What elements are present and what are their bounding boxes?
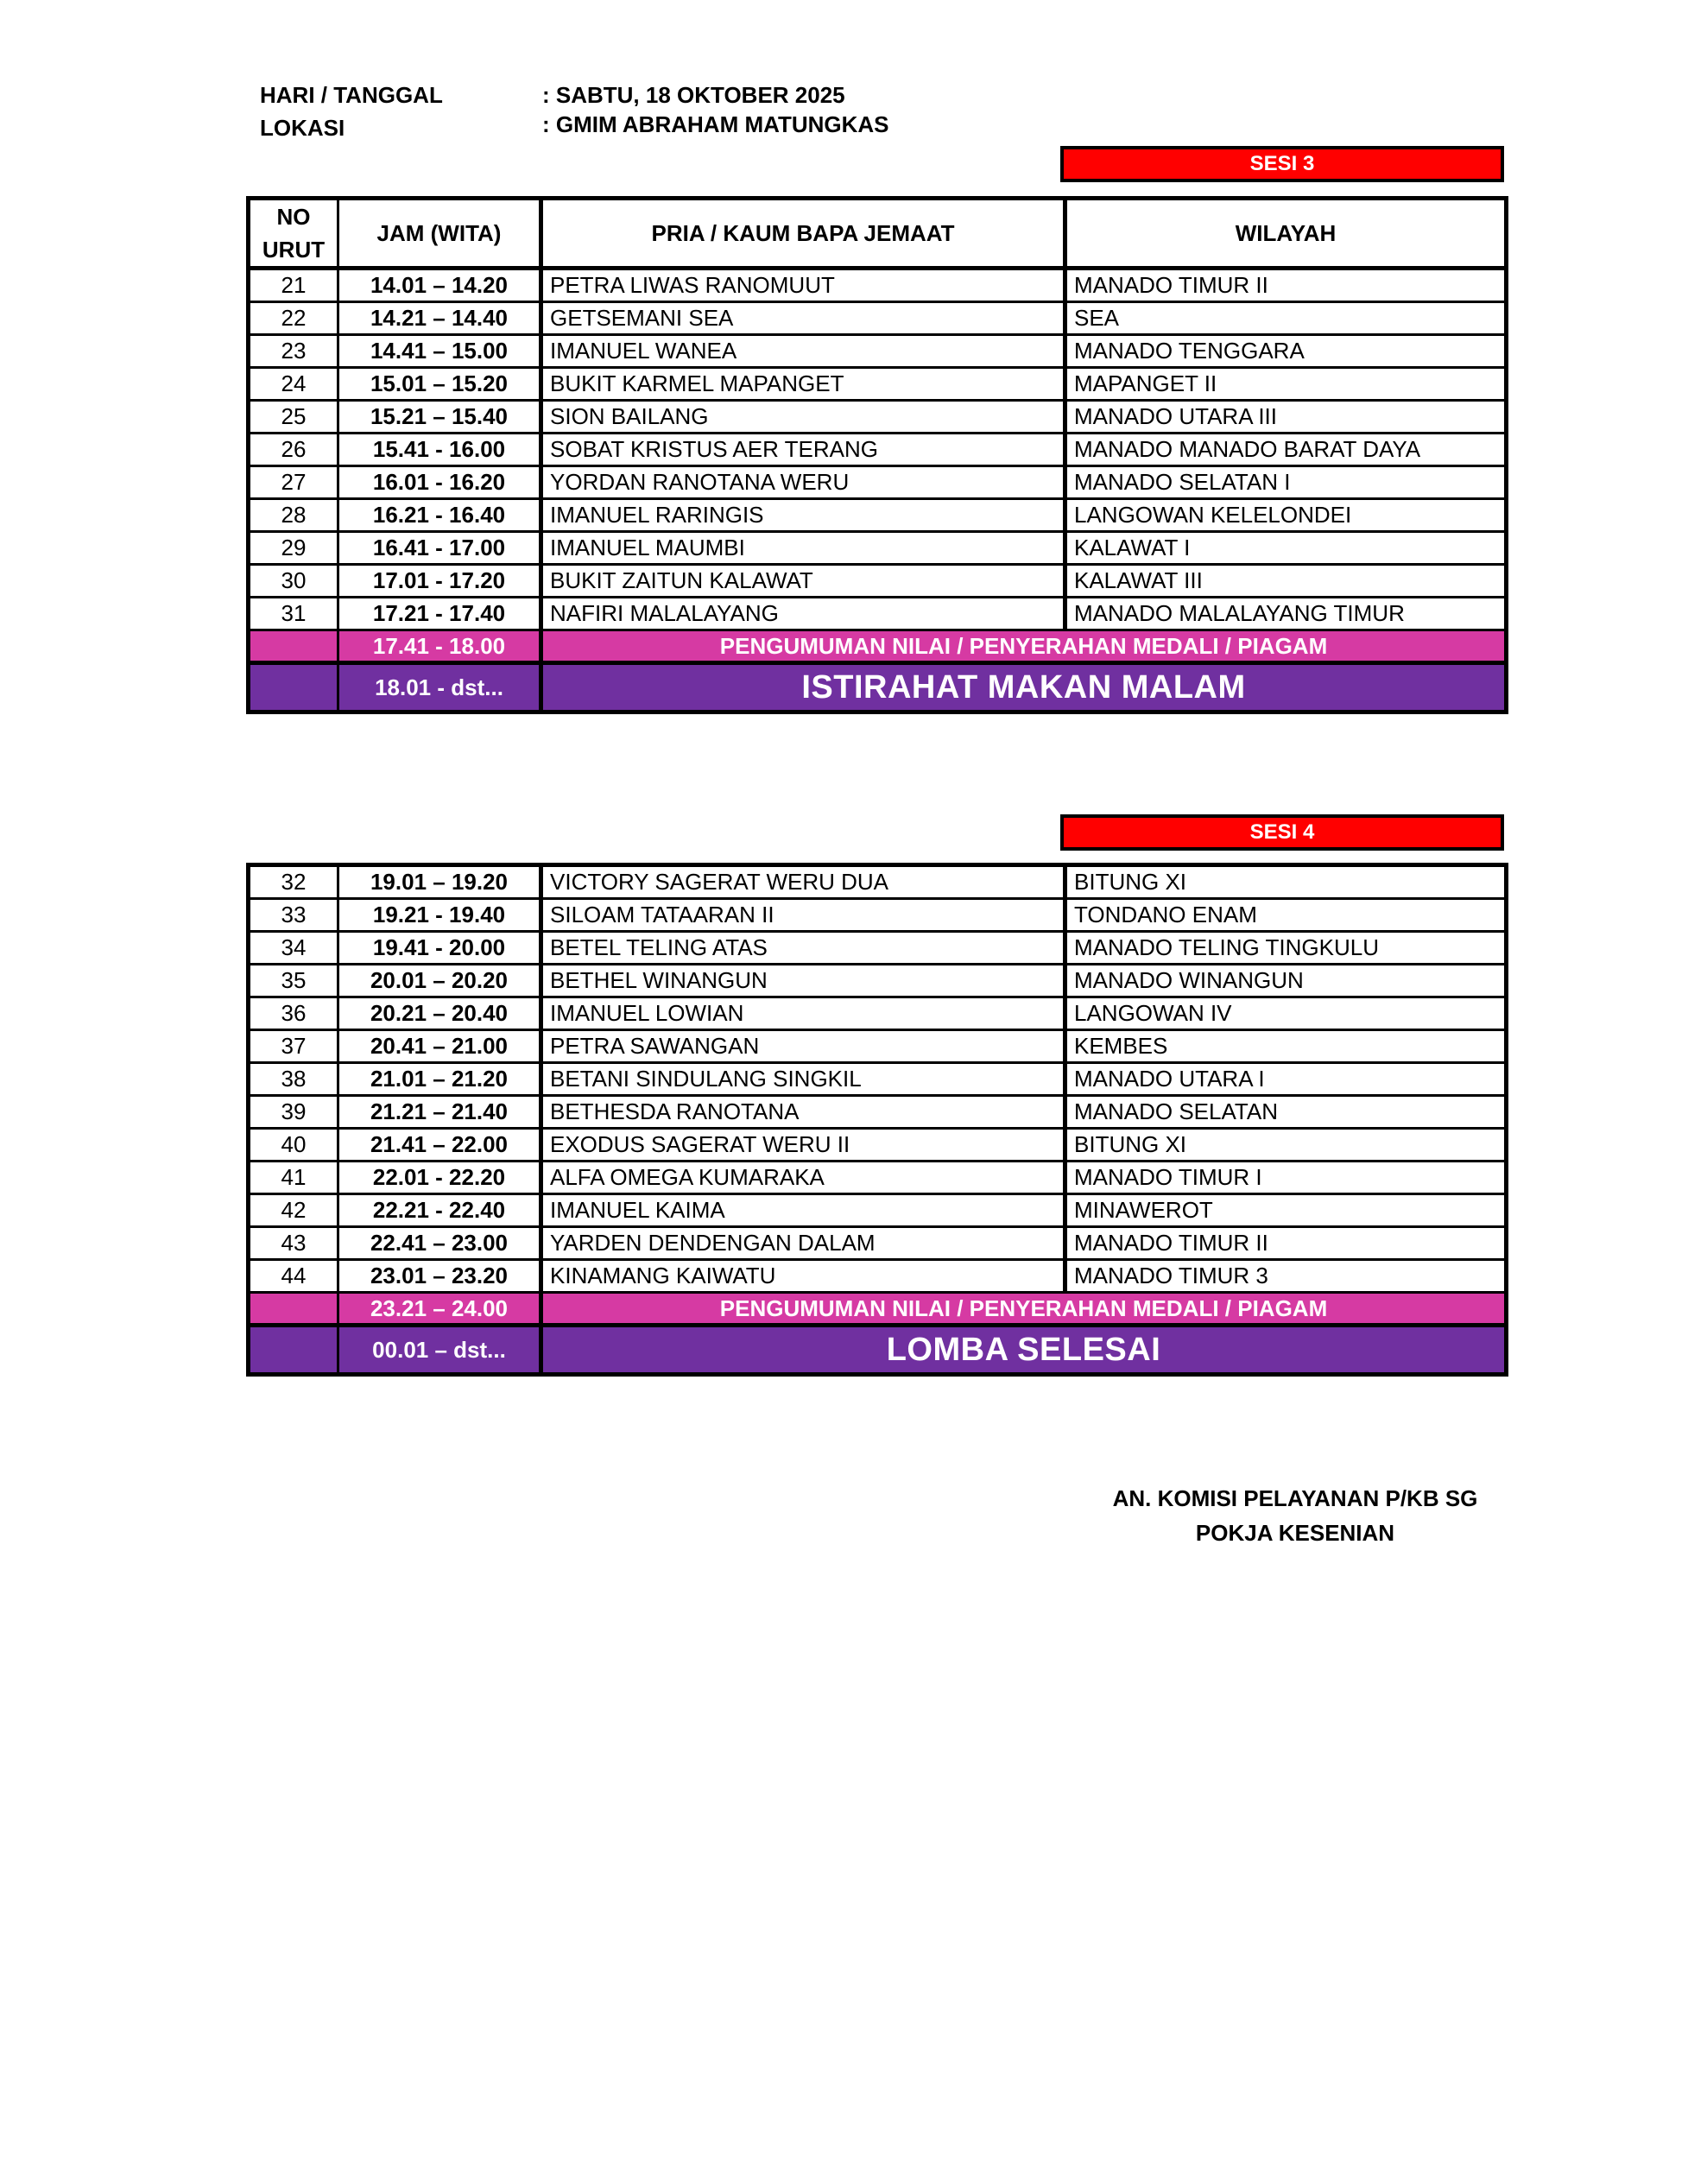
row-time: 15.21 – 15.40: [338, 401, 541, 434]
session-3-label: SESI 3: [1060, 146, 1504, 182]
session-4-body: [249, 865, 1507, 1293]
row-number: 31: [249, 598, 338, 630]
row-region: TONDANO ENAM: [1065, 899, 1507, 932]
row-congregation: IMANUEL KAIMA: [541, 1194, 1065, 1227]
row-number: 30: [249, 565, 338, 598]
signature-line-2: POKJA KESENIAN: [1195, 1520, 1395, 1546]
row-number: 25: [249, 401, 338, 434]
row-region: MANADO TIMUR 3: [1065, 1260, 1507, 1293]
row-number: 39: [249, 1096, 338, 1129]
row-congregation: IMANUEL LOWIAN: [541, 997, 1065, 1030]
day-label: HARI / TANGGAL: [260, 82, 443, 108]
row-number: 35: [249, 965, 338, 997]
session-3-body: [249, 269, 1507, 630]
row-time: 17.01 - 17.20: [338, 565, 541, 598]
closing-row: [249, 1326, 1507, 1375]
row-congregation: GETSEMANI SEA: [541, 302, 1065, 335]
row-number: 27: [249, 466, 338, 499]
table-row: [249, 965, 1507, 997]
row-congregation: IMANUEL WANEA: [541, 335, 1065, 368]
row-time: 19.41 - 20.00: [338, 932, 541, 965]
announcement-time: 23.21 – 24.00: [338, 1293, 541, 1326]
row-number: 37: [249, 1030, 338, 1063]
row-number: 24: [249, 368, 338, 401]
row-congregation: BETANI SINDULANG SINGKIL: [541, 1063, 1065, 1096]
row-congregation: PETRA SAWANGAN: [541, 1030, 1065, 1063]
row-region: BITUNG XI: [1065, 865, 1507, 899]
row-time: 19.01 – 19.20: [338, 865, 541, 899]
table-row: [249, 1063, 1507, 1096]
table-row: [249, 466, 1507, 499]
session-4-label: SESI 4: [1060, 814, 1504, 851]
row-congregation: BETHEL WINANGUN: [541, 965, 1065, 997]
row-congregation: SOBAT KRISTUS AER TERANG: [541, 434, 1065, 466]
row-region: MANADO UTARA III: [1065, 401, 1507, 434]
row-number: 43: [249, 1227, 338, 1260]
announcement-row: [249, 1293, 1507, 1326]
row-congregation: BUKIT ZAITUN KALAWAT: [541, 565, 1065, 598]
row-region: SEA: [1065, 302, 1507, 335]
row-region: KALAWAT I: [1065, 532, 1507, 565]
row-time: 21.41 – 22.00: [338, 1129, 541, 1162]
row-number: 42: [249, 1194, 338, 1227]
closing-time: 18.01 - dst...: [338, 663, 541, 712]
announcement-row: [249, 630, 1507, 663]
table-row: [249, 1030, 1507, 1063]
row-time: 20.21 – 20.40: [338, 997, 541, 1030]
row-number: 32: [249, 865, 338, 899]
row-number: 40: [249, 1129, 338, 1162]
row-region: MANADO SELATAN: [1065, 1096, 1507, 1129]
row-time: 22.01 - 22.20: [338, 1162, 541, 1194]
row-congregation: BETHESDA RANOTANA: [541, 1096, 1065, 1129]
closing-text: ISTIRAHAT MAKAN MALAM: [541, 663, 1507, 712]
announcement-no: [249, 1293, 338, 1326]
row-congregation: BUKIT KARMEL MAPANGET: [541, 368, 1065, 401]
row-number: 41: [249, 1162, 338, 1194]
table-header-row: [249, 199, 1507, 269]
row-congregation: VICTORY SAGERAT WERU DUA: [541, 865, 1065, 899]
row-region: MANADO TIMUR II: [1065, 1227, 1507, 1260]
row-time: 14.41 – 15.00: [338, 335, 541, 368]
row-region: LANGOWAN IV: [1065, 997, 1507, 1030]
row-time: 21.01 – 21.20: [338, 1063, 541, 1096]
table-row: [249, 932, 1507, 965]
table-row: [249, 401, 1507, 434]
row-congregation: ALFA OMEGA KUMARAKA: [541, 1162, 1065, 1194]
row-region: MANADO TIMUR II: [1065, 269, 1507, 302]
day-value: : SABTU, 18 OKTOBER 2025: [542, 82, 845, 108]
row-region: KEMBES: [1065, 1030, 1507, 1063]
row-time: 14.21 – 14.40: [338, 302, 541, 335]
row-congregation: KINAMANG KAIWATU: [541, 1260, 1065, 1293]
row-congregation: PETRA LIWAS RANOMUUT: [541, 269, 1065, 302]
table-row: [249, 598, 1507, 630]
announcement-no: [249, 630, 338, 663]
row-time: 16.21 - 16.40: [338, 499, 541, 532]
table-row: [249, 269, 1507, 302]
row-time: 21.21 – 21.40: [338, 1096, 541, 1129]
row-region: MAPANGET II: [1065, 368, 1507, 401]
announcement-text: PENGUMUMAN NILAI / PENYERAHAN MEDALI / PIAGAM: [541, 1293, 1507, 1326]
closing-text: LOMBA SELESAI: [541, 1326, 1507, 1375]
row-congregation: BETEL TELING ATAS: [541, 932, 1065, 965]
table-row: [249, 335, 1507, 368]
row-time: 15.01 – 15.20: [338, 368, 541, 401]
closing-row: [249, 663, 1507, 712]
row-number: 44: [249, 1260, 338, 1293]
row-congregation: IMANUEL RARINGIS: [541, 499, 1065, 532]
row-congregation: EXODUS SAGERAT WERU II: [541, 1129, 1065, 1162]
table-row: [249, 1194, 1507, 1227]
table-row: [249, 532, 1507, 565]
closing-no: [249, 1326, 338, 1375]
table-row: [249, 1162, 1507, 1194]
row-region: MANADO WINANGUN: [1065, 965, 1507, 997]
row-number: 23: [249, 335, 338, 368]
table-row: [249, 499, 1507, 532]
table-row: [249, 565, 1507, 598]
table-row: [249, 865, 1507, 899]
header-no: NO: [276, 204, 311, 230]
row-time: 23.01 – 23.20: [338, 1260, 541, 1293]
session-4-table: [246, 863, 1508, 1377]
signature-line-1: AN. KOMISI PELAYANAN P/KB SG: [1112, 1485, 1478, 1511]
row-number: 21: [249, 269, 338, 302]
closing-time: 00.01 – dst...: [338, 1326, 541, 1375]
row-number: 22: [249, 302, 338, 335]
row-time: 22.21 - 22.40: [338, 1194, 541, 1227]
row-number: 29: [249, 532, 338, 565]
row-congregation: YARDEN DENDENGAN DALAM: [541, 1227, 1065, 1260]
row-region: MANADO UTARA I: [1065, 1063, 1507, 1096]
header-urut: URUT: [262, 237, 326, 263]
session-3-table: [246, 196, 1508, 714]
table-row: [249, 368, 1507, 401]
row-number: 26: [249, 434, 338, 466]
location-label: LOKASI: [260, 115, 345, 141]
row-region: KALAWAT III: [1065, 565, 1507, 598]
row-region: MANADO TELING TINGKULU: [1065, 932, 1507, 965]
row-region: LANGOWAN KELELONDEI: [1065, 499, 1507, 532]
row-region: MANADO TENGGARA: [1065, 335, 1507, 368]
header-jam: JAM (WITA): [338, 199, 541, 269]
header-wilayah: WILAYAH: [1065, 199, 1507, 269]
table-row: [249, 1129, 1507, 1162]
announcement-time: 17.41 - 18.00: [338, 630, 541, 663]
row-congregation: NAFIRI MALALAYANG: [541, 598, 1065, 630]
row-region: BITUNG XI: [1065, 1129, 1507, 1162]
row-region: MANADO TIMUR I: [1065, 1162, 1507, 1194]
row-time: 17.21 - 17.40: [338, 598, 541, 630]
row-region: MANADO SELATAN I: [1065, 466, 1507, 499]
row-number: 36: [249, 997, 338, 1030]
row-region: MANADO MANADO BARAT DAYA: [1065, 434, 1507, 466]
row-region: MANADO MALALAYANG TIMUR: [1065, 598, 1507, 630]
row-congregation: SILOAM TATAARAN II: [541, 899, 1065, 932]
row-time: 16.01 - 16.20: [338, 466, 541, 499]
table-row: [249, 1260, 1507, 1293]
table-row: [249, 434, 1507, 466]
row-congregation: YORDAN RANOTANA WERU: [541, 466, 1065, 499]
row-congregation: IMANUEL MAUMBI: [541, 532, 1065, 565]
table-row: [249, 1227, 1507, 1260]
header-no-urut: [249, 199, 338, 269]
row-time: 22.41 – 23.00: [338, 1227, 541, 1260]
table-row: [249, 899, 1507, 932]
table-row: [249, 997, 1507, 1030]
row-time: 20.41 – 21.00: [338, 1030, 541, 1063]
row-time: 15.41 - 16.00: [338, 434, 541, 466]
row-number: 34: [249, 932, 338, 965]
announcement-text: PENGUMUMAN NILAI / PENYERAHAN MEDALI / PIAGAM: [541, 630, 1507, 663]
closing-no: [249, 663, 338, 712]
row-region: MINAWEROT: [1065, 1194, 1507, 1227]
table-row: [249, 1096, 1507, 1129]
row-time: 20.01 – 20.20: [338, 965, 541, 997]
row-number: 38: [249, 1063, 338, 1096]
header-name: PRIA / KAUM BAPA JEMAAT: [541, 199, 1065, 269]
row-number: 33: [249, 899, 338, 932]
table-row: [249, 302, 1507, 335]
row-time: 14.01 – 14.20: [338, 269, 541, 302]
location-value: : GMIM ABRAHAM MATUNGKAS: [542, 111, 889, 137]
row-time: 19.21 - 19.40: [338, 899, 541, 932]
row-time: 16.41 - 17.00: [338, 532, 541, 565]
row-congregation: SION BAILANG: [541, 401, 1065, 434]
row-number: 28: [249, 499, 338, 532]
